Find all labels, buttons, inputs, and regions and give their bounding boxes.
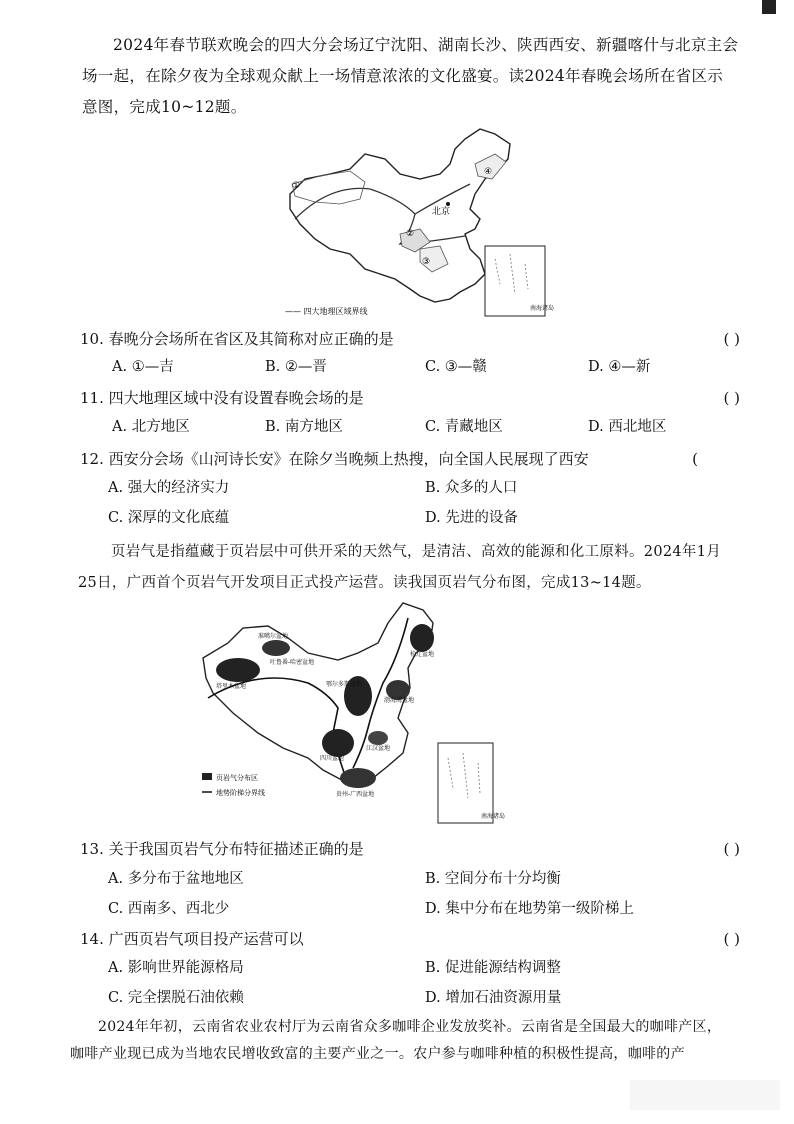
- q10-option-d[interactable]: D. ④—新: [588, 359, 651, 375]
- songliao-basin-area: [410, 624, 434, 652]
- junggar-basin-area: [262, 640, 290, 656]
- intro-1-line-3: 意图，完成10~12题。: [82, 98, 247, 116]
- legend-shale-label: 页岩气分布区: [216, 774, 258, 782]
- q10-option-c[interactable]: C. ③—赣: [425, 359, 487, 375]
- q12-option-d[interactable]: D. 先进的设备: [425, 510, 518, 526]
- legend-step-label: 地势阶梯分界线: [216, 789, 265, 797]
- china-regions-map: [270, 124, 560, 319]
- inset-label: 南海诸岛: [530, 305, 555, 312]
- q13-answer-bracket[interactable]: ( ): [723, 840, 740, 858]
- q14-stem: 14. 广西页岩气项目投产运营可以: [80, 930, 304, 948]
- beijing-marker: [446, 202, 450, 206]
- q14-option-a[interactable]: A. 影响世界能源格局: [108, 960, 244, 976]
- label-songliao: 松辽盆地: [410, 651, 435, 658]
- q13-stem: 13. 关于我国页岩气分布特征描述正确的是: [80, 840, 364, 858]
- q11-answer-bracket[interactable]: ( ): [723, 389, 740, 407]
- beijing-label: 北京: [432, 207, 451, 217]
- q12-stem: 12. 西安分会场《山河诗长安》在除夕当晚频上热搜，向全国人民展现了西安: [80, 450, 589, 468]
- intro-paragraph-3: [70, 1014, 770, 1068]
- q13-option-d[interactable]: D. 集中分布在地势第一级阶梯上: [425, 901, 634, 917]
- scan-smudge: [630, 1080, 780, 1110]
- intro-1-line-2: 场一起，在除夕夜为全球观众献上一场情意浓浓的文化盛宴。读2024年春晚会场所在省区示: [82, 67, 724, 85]
- region-1-label: ①: [292, 181, 301, 191]
- question-14: [80, 925, 744, 953]
- question-13: [80, 835, 744, 863]
- label-guizhou: 贵州-广西盆地: [336, 791, 375, 798]
- intro-paragraph-1: [82, 30, 742, 123]
- china-outline: [290, 129, 510, 302]
- province-hatch-1: [292, 171, 365, 204]
- q12-option-b[interactable]: B. 众多的人口: [425, 480, 518, 496]
- intro-2-line-2: 25日，广西首个页岩气开发项目正式投产运营。读我国页岩气分布图，完成13~14题。: [78, 575, 651, 591]
- label-bohai: 渤海湾盆地: [384, 697, 415, 704]
- region-3-label: ③: [422, 257, 431, 267]
- q11-option-d[interactable]: D. 西北地区: [588, 419, 667, 435]
- q13-option-c[interactable]: C. 西南多、西北少: [108, 901, 230, 917]
- q13-option-b[interactable]: B. 空间分布十分均衡: [425, 871, 561, 887]
- label-ordos: 鄂尔多斯盆地: [326, 681, 363, 688]
- question-11: [80, 384, 744, 412]
- q10-answer-bracket[interactable]: ( ): [723, 330, 740, 348]
- q10-option-b[interactable]: B. ②—晋: [265, 359, 327, 375]
- q12-option-c[interactable]: C. 深厚的文化底蕴: [108, 510, 230, 526]
- question-12: [80, 445, 744, 473]
- sichuan-basin-area: [322, 729, 354, 757]
- legend-shale-swatch: [202, 773, 212, 780]
- q14-option-b[interactable]: B. 促进能源结构调整: [425, 960, 561, 976]
- intro-1-line-1: 2024年春节联欢晚会的四大分会场辽宁沈阳、湖南长沙、陕西西安、新疆喀什与北京主会: [113, 36, 739, 54]
- q14-option-c[interactable]: C. 完全摆脱石油依赖: [108, 990, 244, 1006]
- intro-3-line-2: 咖啡产业现已成为当地农民增收致富的主要产业之一。农户参与咖啡种植的积极性提高，咖啡的产: [70, 1046, 685, 1062]
- q14-answer-bracket[interactable]: ( ): [723, 930, 740, 948]
- q12-option-a[interactable]: A. 强大的经济实力: [108, 480, 230, 496]
- q12-answer-bracket[interactable]: (: [692, 450, 698, 468]
- south-sea-inset-2: [438, 743, 493, 823]
- region-4-label: ④: [484, 167, 493, 177]
- intro-3-line-1: 2024年年初，云南省农业农村厅为云南省众多咖啡企业发放奖补。云南省是全国最大的咖啡产区，: [98, 1019, 722, 1035]
- intro-paragraph-2: [78, 537, 742, 599]
- label-jianghan: 江汉盆地: [366, 745, 391, 752]
- label-junggar: 准噶尔盆地: [258, 633, 289, 640]
- jianghan-basin-area: [368, 731, 388, 745]
- q10-stem: 10. 春晚分会场所在省区及其简称对应正确的是: [80, 330, 394, 348]
- terrain-step-boundary-1: [208, 678, 348, 783]
- shale-gas-map: [198, 598, 506, 828]
- q11-option-b[interactable]: B. 南方地区: [265, 419, 343, 435]
- label-sichuan: 四川盆地: [320, 755, 345, 762]
- question-10: [80, 325, 744, 353]
- corner-marker: [762, 0, 776, 14]
- q10-option-a[interactable]: A. ①—吉: [112, 359, 174, 375]
- label-turpan: 吐鲁番-哈密盆地: [270, 659, 315, 666]
- intro-2-line-1: 页岩气是指蕴藏于页岩层中可供开采的天然气，是清洁、高效的能源和化工原料。2024年1月: [111, 544, 722, 560]
- q14-option-d[interactable]: D. 增加石油资源用量: [425, 990, 562, 1006]
- map1-legend: —— 四大地理区域界线: [285, 307, 368, 316]
- q13-option-a[interactable]: A. 多分布于盆地地区: [108, 871, 244, 887]
- guizhou-basin-area: [340, 768, 376, 788]
- tarim-basin-area: [216, 658, 260, 682]
- label-tarim: 塔里木盆地: [216, 683, 247, 690]
- region-2-label: ②: [406, 229, 415, 239]
- inset-label-2: 南海诸岛: [481, 813, 506, 820]
- q11-option-a[interactable]: A. 北方地区: [112, 419, 190, 435]
- q11-stem: 11. 四大地理区域中没有设置春晚会场的是: [80, 389, 364, 407]
- q11-option-c[interactable]: C. 青藏地区: [425, 419, 503, 435]
